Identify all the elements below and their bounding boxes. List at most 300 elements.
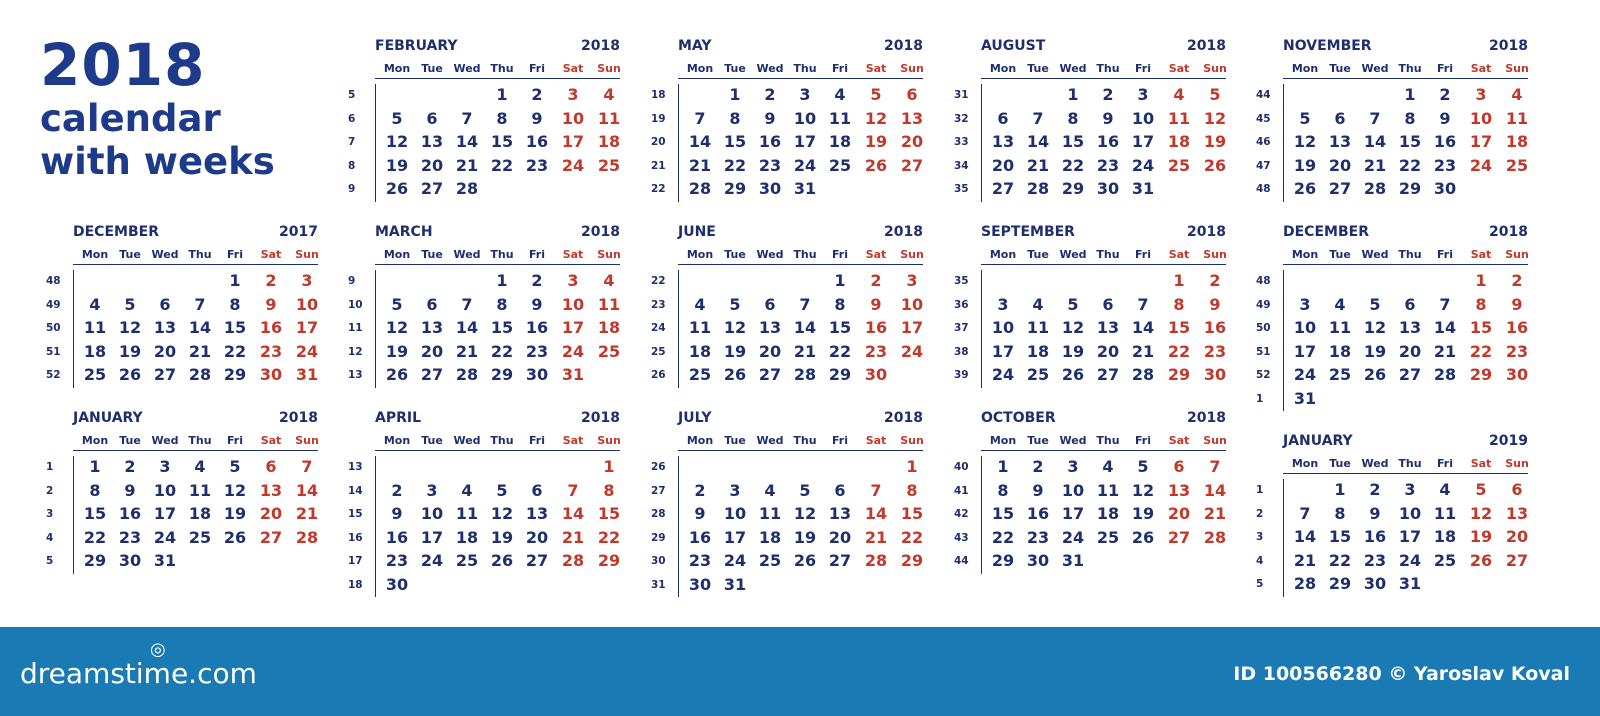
day-header-wed: Wed	[1361, 62, 1389, 75]
day-cell: 22	[1328, 550, 1352, 570]
day-cell: 6	[426, 294, 438, 314]
day-cell: 26	[1061, 365, 1085, 384]
day-cell: 25	[83, 365, 107, 384]
day-cell: 17	[1469, 132, 1493, 151]
day-header-tue: Tue	[421, 62, 443, 75]
day-cell: 13	[900, 108, 924, 128]
day-cell: 19	[1363, 341, 1387, 361]
day-cell: 7	[799, 294, 811, 314]
day-cell: 5	[1137, 457, 1149, 476]
day-cell: 25	[688, 365, 712, 384]
swirl-icon: ◎	[150, 639, 166, 660]
day-cell: 9	[764, 108, 776, 128]
day-cell: 14	[1203, 480, 1227, 500]
day-cell: 12	[1131, 480, 1155, 500]
day-cell: 23	[1096, 155, 1120, 175]
day-cell: 15	[723, 132, 747, 151]
day-cell: 29	[723, 179, 747, 198]
day-cell: 15	[1398, 132, 1422, 151]
day-cell: 17	[153, 504, 177, 523]
day-header-fri: Fri	[1134, 248, 1151, 261]
day-header-fri: Fri	[1436, 248, 1453, 261]
day-cell: 31	[1131, 179, 1155, 198]
month-oct-2018	[954, 410, 1227, 610]
day-cell: 24	[723, 551, 747, 570]
day-cell: 22	[1469, 341, 1493, 361]
day-cell: 23	[758, 155, 782, 175]
day-cell: 5	[229, 457, 241, 476]
week-divider	[1283, 84, 1284, 202]
week-number: 5	[1256, 578, 1264, 590]
week-number: 29	[651, 531, 666, 544]
day-cell: 11	[1433, 503, 1457, 523]
day-header-fri: Fri	[528, 248, 545, 261]
week-number: 1	[1256, 484, 1264, 496]
day-header-sat: Sat	[1168, 248, 1190, 261]
month-name: NOVEMBER	[1283, 38, 1372, 54]
month-sep-2018	[954, 224, 1227, 424]
day-cell: 6	[764, 294, 776, 314]
day-cell: 3	[1067, 457, 1079, 476]
day-cell: 3	[906, 271, 918, 290]
day-cell: 26	[1131, 527, 1155, 547]
day-cell: 29	[828, 365, 852, 384]
day-header-thu: Thu	[490, 434, 514, 447]
day-cell: 28	[1203, 527, 1227, 547]
day-cell: 3	[567, 85, 579, 104]
day-cell: 16	[259, 318, 283, 337]
week-divider	[73, 270, 74, 388]
month-header	[375, 38, 620, 54]
day-cell: 9	[1102, 108, 1114, 128]
day-cell: 3	[159, 457, 171, 476]
day-cell: 19	[385, 341, 409, 361]
day-cell: 28	[864, 551, 888, 570]
day-cell: 30	[1505, 365, 1529, 384]
week-number: 26	[651, 369, 666, 381]
day-cell: 26	[1469, 550, 1493, 570]
day-header-sat: Sat	[865, 248, 887, 261]
day-header-tue: Tue	[1027, 248, 1049, 261]
day-cell: 15	[1469, 318, 1493, 337]
day-cell: 29	[1167, 365, 1191, 384]
day-cell: 29	[83, 551, 107, 570]
day-cell: 22	[597, 527, 621, 547]
day-cell: 27	[991, 179, 1015, 198]
day-cell: 29	[1398, 179, 1422, 198]
day-cell: 24	[561, 155, 585, 175]
day-cell: 20	[991, 155, 1015, 175]
month-name: MAY	[678, 38, 712, 54]
month-year: 2018	[581, 38, 620, 54]
day-cell: 12	[793, 504, 817, 523]
day-cell: 18	[83, 341, 107, 361]
day-cell: 31	[295, 365, 319, 384]
day-cell: 27	[1167, 527, 1191, 547]
day-cell: 27	[1398, 365, 1422, 384]
month-year: 2018	[1489, 224, 1528, 240]
day-cell: 29	[991, 551, 1015, 570]
day-cell: 2	[764, 85, 776, 104]
day-header-sat: Sat	[865, 62, 887, 75]
week-divider	[981, 270, 982, 388]
header-divider	[981, 78, 1226, 79]
day-cell: 2	[265, 271, 277, 290]
day-cell: 17	[991, 341, 1015, 361]
week-divider	[678, 456, 679, 597]
day-cell: 7	[1369, 108, 1381, 128]
footer-bar	[0, 627, 1600, 716]
month-name: FEBRUARY	[375, 38, 458, 54]
day-cell: 12	[385, 132, 409, 151]
day-header-sat: Sat	[562, 62, 584, 75]
week-number: 28	[651, 508, 666, 520]
week-number: 51	[1256, 345, 1271, 358]
day-cell: 19	[864, 132, 888, 151]
day-cell: 18	[1328, 341, 1352, 361]
day-cell: 12	[490, 504, 514, 523]
day-header-tue: Tue	[1329, 62, 1351, 75]
month-year: 2018	[581, 410, 620, 426]
month-nov-2018	[1256, 38, 1529, 238]
day-cell: 19	[723, 341, 747, 361]
day-cell: 8	[997, 480, 1009, 500]
day-cell: 6	[1511, 480, 1523, 499]
day-cell: 20	[1505, 527, 1529, 546]
day-header-tue: Tue	[724, 62, 746, 75]
day-cell: 31	[1061, 551, 1085, 570]
day-cell: 2	[124, 457, 136, 476]
day-cell: 29	[900, 551, 924, 570]
header-divider	[678, 450, 923, 451]
day-cell: 6	[159, 294, 171, 314]
day-header-thu: Thu	[188, 434, 212, 447]
day-cell: 10	[561, 294, 585, 314]
day-cell: 5	[1369, 294, 1381, 314]
day-cell: 30	[259, 365, 283, 384]
day-cell: 28	[1293, 574, 1317, 593]
week-number: 51	[46, 345, 61, 358]
day-cell: 3	[1475, 85, 1487, 104]
day-cell: 31	[1293, 388, 1317, 408]
day-cell: 19	[1293, 155, 1317, 175]
day-header-sun: Sun	[1505, 62, 1529, 75]
month-name: JULY	[678, 410, 712, 426]
day-cell: 22	[83, 527, 107, 547]
day-header-wed: Wed	[453, 248, 481, 261]
day-cell: 3	[799, 85, 811, 104]
month-year: 2018	[884, 410, 923, 426]
day-cell: 14	[688, 132, 712, 151]
month-feb-2018	[348, 38, 621, 238]
day-header-mon: Mon	[989, 248, 1017, 261]
day-cell: 28	[1433, 365, 1457, 384]
day-header-thu: Thu	[793, 434, 817, 447]
day-header-wed: Wed	[1059, 248, 1087, 261]
week-number: 39	[954, 369, 969, 381]
month-year: 2017	[279, 224, 318, 240]
day-header-sat: Sat	[260, 434, 282, 447]
day-cell: 7	[567, 480, 579, 500]
day-cell: 2	[694, 480, 706, 500]
day-cell: 23	[1363, 550, 1387, 570]
day-cell: 14	[1131, 318, 1155, 337]
day-cell: 11	[597, 294, 621, 314]
day-cell: 18	[455, 527, 479, 547]
day-cell: 5	[799, 480, 811, 500]
day-cell: 8	[89, 480, 101, 500]
day-cell: 12	[1293, 132, 1317, 151]
day-header-thu: Thu	[1398, 457, 1422, 470]
day-cell: 3	[729, 480, 741, 500]
day-cell: 30	[1433, 179, 1457, 198]
week-number: 3	[1256, 531, 1264, 543]
day-cell: 18	[1096, 504, 1120, 523]
day-cell: 8	[1173, 294, 1185, 314]
week-number: 22	[651, 275, 666, 287]
day-header-thu: Thu	[793, 248, 817, 261]
day-cell: 5	[729, 294, 741, 314]
day-header-sat: Sat	[562, 434, 584, 447]
week-number: 31	[651, 578, 666, 591]
month-year: 2018	[1187, 224, 1226, 240]
day-cell: 23	[1026, 527, 1050, 547]
day-header-thu: Thu	[793, 62, 817, 75]
day-cell: 17	[793, 132, 817, 151]
title-year: 2018	[40, 31, 206, 99]
day-header-fri: Fri	[1134, 434, 1151, 447]
day-cell: 6	[1102, 294, 1114, 314]
day-cell: 25	[597, 341, 621, 361]
day-cell: 1	[1334, 480, 1346, 499]
day-cell: 20	[1398, 341, 1422, 361]
day-cell: 10	[991, 318, 1015, 337]
day-cell: 31	[793, 179, 817, 198]
week-number: 15	[348, 508, 363, 520]
day-cell: 29	[597, 551, 621, 570]
day-cell: 9	[1032, 480, 1044, 500]
day-cell: 22	[1167, 341, 1191, 361]
day-cell: 23	[1505, 341, 1529, 361]
day-cell: 23	[525, 155, 549, 175]
day-cell: 22	[828, 341, 852, 361]
week-number: 25	[651, 345, 666, 358]
day-cell: 25	[1505, 155, 1529, 175]
day-header-sun: Sun	[1203, 248, 1227, 261]
week-divider	[375, 84, 376, 202]
day-cell: 25	[758, 551, 782, 570]
header-divider	[375, 264, 620, 265]
day-cell: 20	[420, 341, 444, 361]
header-divider	[375, 78, 620, 79]
week-number: 35	[954, 275, 969, 287]
month-aug-2018	[954, 38, 1227, 238]
day-cell: 9	[265, 294, 277, 314]
day-cell: 12	[1363, 318, 1387, 337]
month-header	[678, 224, 923, 240]
week-number: 32	[954, 112, 969, 125]
day-cell: 12	[385, 318, 409, 337]
day-header-wed: Wed	[453, 62, 481, 75]
month-year: 2018	[1187, 38, 1226, 54]
day-cell: 20	[900, 132, 924, 151]
day-header-sat: Sat	[1168, 62, 1190, 75]
month-jun-2018	[651, 224, 924, 424]
day-cell: 12	[223, 480, 247, 500]
day-header-tue: Tue	[724, 434, 746, 447]
day-cell: 12	[864, 108, 888, 128]
day-cell: 9	[1439, 108, 1451, 128]
day-cell: 10	[295, 294, 319, 314]
day-cell: 15	[490, 132, 514, 151]
day-cell: 16	[864, 318, 888, 337]
day-cell: 30	[864, 365, 888, 384]
day-cell: 19	[490, 527, 514, 547]
day-cell: 31	[723, 574, 747, 594]
day-header-sun: Sun	[597, 248, 621, 261]
day-header-sun: Sun	[597, 434, 621, 447]
day-cell: 13	[758, 318, 782, 337]
day-cell: 27	[259, 527, 283, 547]
day-cell: 6	[1173, 457, 1185, 476]
day-header-tue: Tue	[1329, 457, 1351, 470]
day-cell: 4	[1511, 85, 1523, 104]
day-cell: 17	[1398, 527, 1422, 546]
day-cell: 21	[455, 155, 479, 175]
header-divider	[981, 450, 1226, 451]
day-cell: 12	[1203, 108, 1227, 128]
week-divider	[678, 270, 679, 388]
day-cell: 2	[1102, 85, 1114, 104]
day-cell: 27	[828, 551, 852, 570]
month-dec-2017	[46, 224, 319, 424]
day-cell: 13	[525, 504, 549, 523]
day-cell: 6	[1404, 294, 1416, 314]
week-number: 21	[651, 159, 666, 172]
day-cell: 8	[229, 294, 241, 314]
month-name: OCTOBER	[981, 410, 1056, 426]
day-cell: 6	[426, 108, 438, 128]
day-cell: 24	[561, 341, 585, 361]
day-header-mon: Mon	[686, 62, 714, 75]
month-year: 2019	[1489, 433, 1528, 449]
day-cell: 2	[531, 271, 543, 290]
day-cell: 28	[188, 365, 212, 384]
week-number: 4	[1256, 554, 1264, 567]
day-cell: 26	[1293, 179, 1317, 198]
week-number: 44	[954, 555, 969, 567]
day-cell: 5	[1067, 294, 1079, 314]
day-cell: 4	[1334, 294, 1346, 314]
day-cell: 4	[1173, 85, 1185, 104]
day-header-wed: Wed	[453, 434, 481, 447]
day-cell: 18	[188, 504, 212, 523]
day-cell: 15	[900, 504, 924, 523]
day-cell: 15	[1167, 318, 1191, 337]
day-cell: 17	[723, 527, 747, 547]
day-cell: 3	[997, 294, 1009, 314]
day-cell: 25	[1433, 550, 1457, 570]
day-cell: 2	[870, 271, 882, 290]
day-cell: 19	[385, 155, 409, 175]
day-cell: 3	[426, 480, 438, 500]
day-cell: 11	[1026, 318, 1050, 337]
day-header-sun: Sun	[597, 62, 621, 75]
day-cell: 21	[1131, 341, 1155, 361]
day-cell: 4	[1032, 294, 1044, 314]
day-cell: 27	[758, 365, 782, 384]
logo-text: dreamstime.com	[20, 657, 257, 690]
day-cell: 5	[1209, 85, 1221, 104]
day-cell: 12	[118, 318, 142, 337]
day-cell: 5	[870, 85, 882, 104]
week-number: 41	[954, 484, 969, 497]
day-cell: 15	[83, 504, 107, 523]
day-cell: 15	[490, 318, 514, 337]
day-cell: 10	[1293, 318, 1317, 337]
day-cell: 10	[1131, 108, 1155, 128]
week-number: 19	[651, 112, 666, 125]
week-number: 7	[348, 136, 356, 148]
day-header-tue: Tue	[421, 248, 443, 261]
day-cell: 20	[420, 155, 444, 175]
week-number: 13	[348, 369, 363, 381]
month-name: SEPTEMBER	[981, 224, 1075, 240]
day-cell: 7	[461, 294, 473, 314]
day-cell: 16	[1026, 504, 1050, 523]
day-cell: 8	[603, 480, 615, 500]
day-cell: 15	[1328, 527, 1352, 546]
day-cell: 19	[118, 341, 142, 361]
day-header-mon: Mon	[383, 62, 411, 75]
day-cell: 12	[1061, 318, 1085, 337]
day-cell: 7	[1032, 108, 1044, 128]
day-cell: 14	[1433, 318, 1457, 337]
month-name: JANUARY	[1283, 433, 1353, 449]
header-divider	[1283, 473, 1528, 474]
week-number: 24	[651, 322, 666, 334]
day-cell: 28	[1131, 365, 1155, 384]
day-cell: 9	[531, 294, 543, 314]
week-number: 34	[954, 159, 969, 172]
day-cell: 26	[1203, 155, 1227, 175]
day-cell: 3	[1299, 294, 1311, 314]
week-number: 50	[1256, 322, 1271, 334]
day-cell: 11	[597, 108, 621, 128]
day-cell: 3	[301, 271, 313, 290]
day-cell: 14	[188, 318, 212, 337]
week-number: 8	[348, 159, 356, 172]
day-cell: 25	[1026, 365, 1050, 384]
day-header-fri: Fri	[226, 434, 243, 447]
day-cell: 18	[688, 341, 712, 361]
day-cell: 27	[1328, 179, 1352, 198]
week-divider	[375, 270, 376, 388]
day-header-mon: Mon	[1291, 248, 1319, 261]
header-divider	[1283, 264, 1528, 265]
day-header-wed: Wed	[151, 248, 179, 261]
day-cell: 1	[834, 271, 846, 290]
day-cell: 20	[758, 341, 782, 361]
day-header-thu: Thu	[1096, 434, 1120, 447]
day-cell: 26	[385, 179, 409, 198]
image-credit: ID 100566280 © Yaroslav Koval	[1233, 663, 1570, 685]
day-cell: 21	[561, 527, 585, 547]
day-cell: 21	[864, 527, 888, 547]
month-year: 2018	[279, 410, 318, 426]
day-cell: 13	[1328, 132, 1352, 151]
week-number: 46	[1256, 136, 1271, 148]
